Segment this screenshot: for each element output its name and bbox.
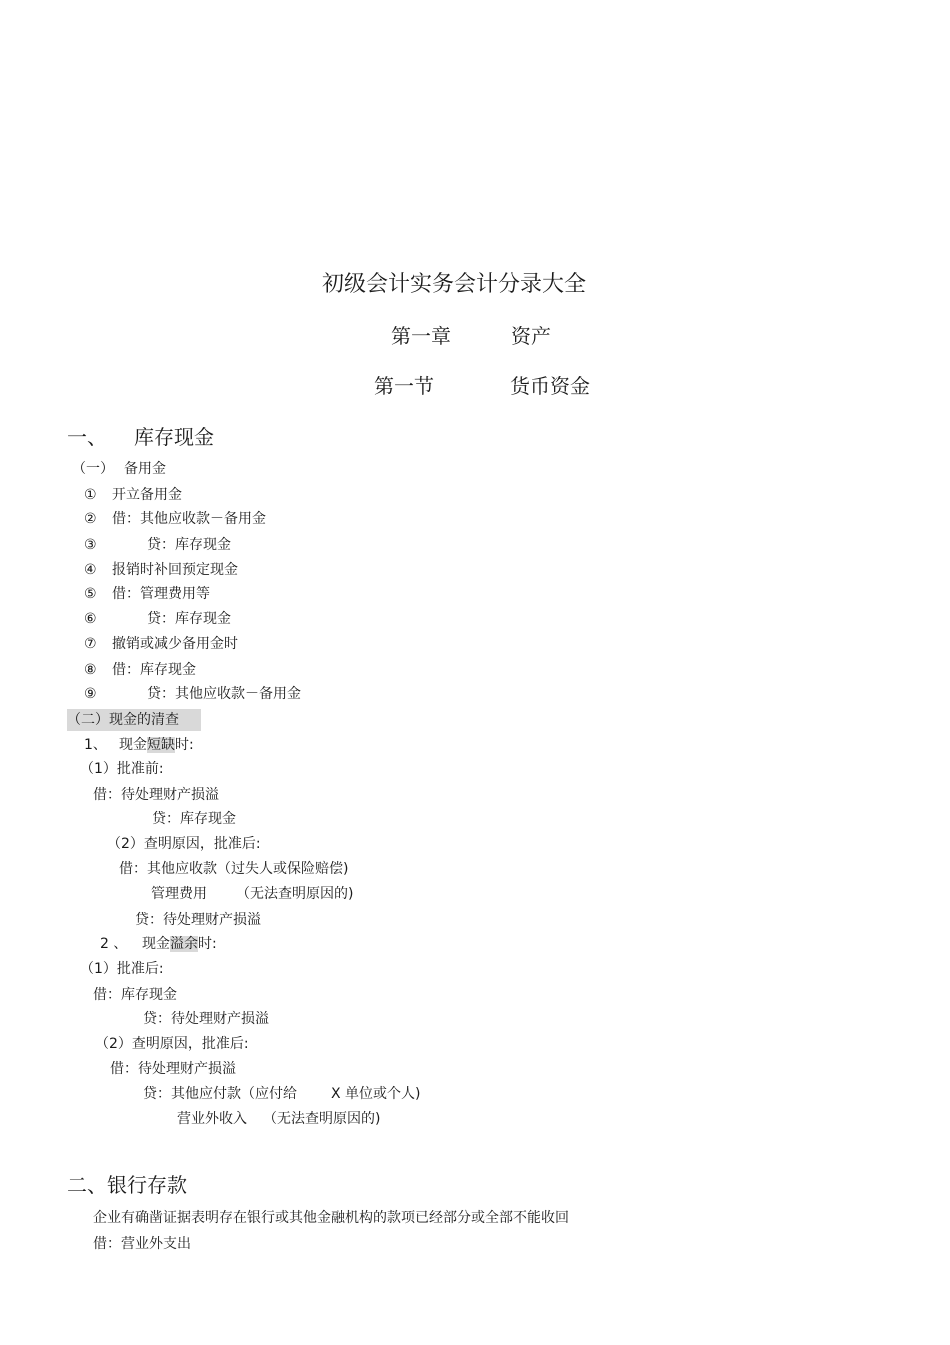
list-item-mark: ④	[84, 562, 97, 578]
sub1-heading-text: 备用金	[124, 461, 166, 477]
highlight-mark: 溢余	[170, 936, 198, 952]
journal-entry-debit: 借：待处理财产损溢	[93, 787, 219, 803]
document-title: 初级会计实务会计分录大全	[322, 272, 587, 297]
list-item-mark: ②	[84, 511, 97, 527]
shortage-step1: （1）批准前:	[80, 761, 164, 777]
list-item-mark: ③	[84, 537, 97, 553]
sub1-heading-number: （一）	[72, 461, 114, 477]
chapter-name: 资产	[511, 324, 551, 348]
list-item-mark: ①	[84, 487, 97, 503]
journal-entry-debit: 借：库存现金	[93, 987, 177, 1003]
surplus-step1: （1）批准后:	[80, 961, 164, 977]
list-item-mark: ⑦	[84, 636, 97, 652]
list-item-mark: ⑧	[84, 662, 97, 678]
journal-entry-debit-account: 管理费用	[151, 886, 207, 902]
list-item: 贷：其他应收款－备用金	[147, 686, 301, 702]
surplus-step2: （2）查明原因，批准后:	[95, 1036, 249, 1052]
surplus-number: 2 、	[100, 936, 128, 952]
list-item-mark: ⑤	[84, 586, 97, 602]
part1-heading-number: 一、	[67, 425, 107, 449]
shortage-step2: （2）查明原因，批准后:	[107, 836, 261, 852]
journal-entry-note: （无法查明原因的)	[236, 886, 354, 902]
list-item: 贷：库存现金	[147, 537, 231, 553]
journal-entry-debit: 借：待处理财产损溢	[110, 1061, 236, 1077]
journal-entry-debit: 借：其他应收款（过失人或保险赔偿)	[119, 861, 349, 877]
sub2-heading: （二）现金的清查	[67, 709, 201, 731]
shortage-heading: 现金短缺时:	[119, 737, 194, 753]
list-item: 借：库存现金	[112, 662, 196, 678]
journal-entry-note: （无法查明原因的)	[263, 1111, 381, 1127]
list-item: 贷：库存现金	[147, 611, 231, 627]
journal-entry-credit-party: X 单位或个人)	[331, 1086, 421, 1102]
journal-entry-credit: 贷：待处理财产损溢	[143, 1011, 269, 1027]
chapter-number: 第一章	[391, 324, 451, 348]
journal-entry-debit: 借：营业外支出	[93, 1236, 191, 1252]
surplus-heading: 现金溢余时:	[142, 936, 217, 952]
highlight-mark: 短缺	[147, 737, 175, 753]
journal-entry-credit: 贷：库存现金	[152, 811, 236, 827]
section-name: 货币资金	[510, 374, 590, 398]
list-item-mark: ⑥	[84, 611, 97, 627]
list-item: 报销时补回预定现金	[112, 562, 238, 578]
list-item: 撤销或减少备用金时	[112, 636, 238, 652]
section-number: 第一节	[374, 374, 434, 398]
list-item-mark: ⑨	[84, 686, 97, 702]
list-item: 借：其他应收款－备用金	[112, 511, 266, 527]
shortage-number: 1、	[84, 737, 107, 753]
list-item: 借：管理费用等	[112, 586, 210, 602]
journal-entry-credit-account: 营业外收入	[177, 1111, 247, 1127]
part2-description: 企业有确凿证据表明存在银行或其他金融机构的款项已经部分或全部不能收回	[93, 1210, 569, 1226]
list-item: 开立备用金	[112, 487, 182, 503]
journal-entry-credit: 贷：待处理财产损溢	[135, 912, 261, 928]
journal-entry-credit: 贷：其他应付款（应付给	[143, 1086, 297, 1102]
part2-heading: 二、银行存款	[67, 1173, 187, 1197]
part1-heading-text: 库存现金	[134, 425, 214, 449]
